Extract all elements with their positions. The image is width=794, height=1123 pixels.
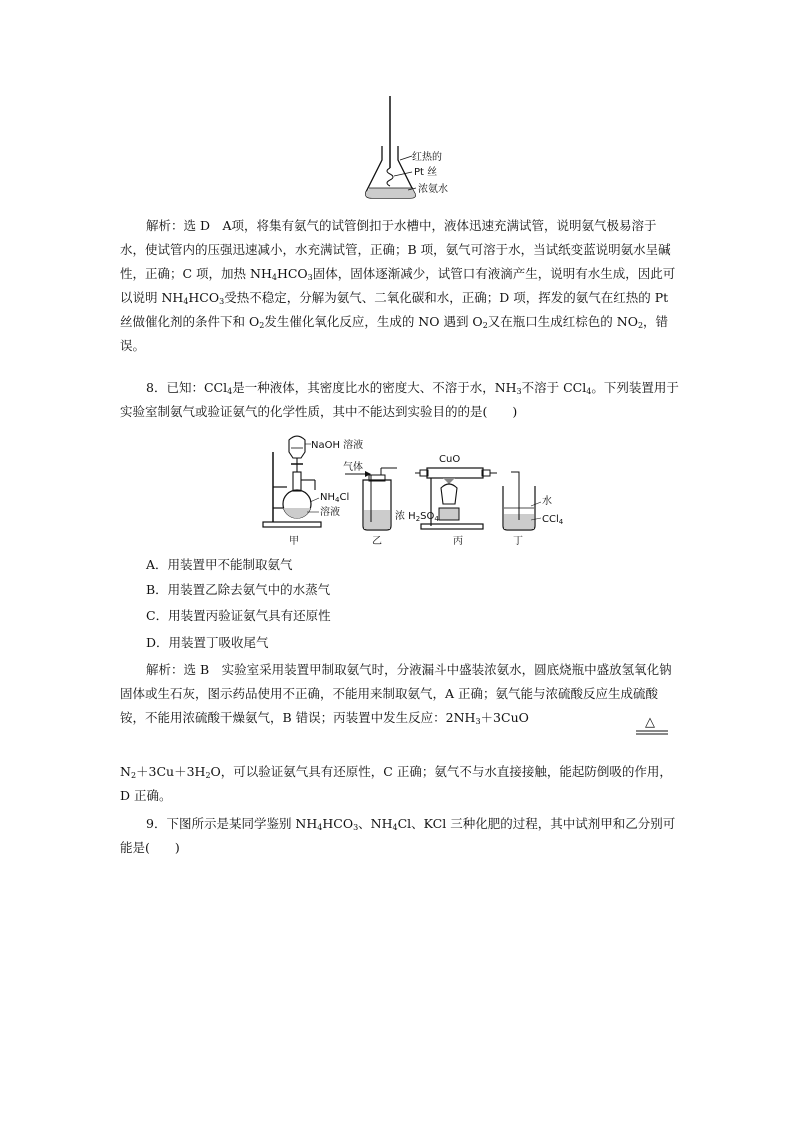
label-solution: 溶液	[320, 507, 340, 518]
flask-pt-wire-figure	[360, 96, 480, 206]
option-c: C．用装置丙验证氨气具有还原性	[146, 608, 331, 623]
label-red-hot: 红热的	[412, 152, 442, 163]
apparatus-bing	[415, 454, 497, 547]
label-yi: 乙	[372, 536, 382, 547]
label-h2so4: 浓 $H_2SO_4$	[395, 511, 439, 523]
label-bing: 丙	[453, 536, 463, 547]
option-d: D．用装置丁吸收尾气	[146, 635, 269, 650]
label-conc-ammonia: 浓氨水	[418, 184, 448, 195]
option-a: A．用装置甲不能制取氨气	[146, 557, 293, 572]
label-cuo: CuO	[439, 454, 461, 465]
q7-analysis: 解析：选 D A项，将集有氨气的试管倒扣于水槽中，液体迅速充满试管，说明氨气极易溶于水，使试管内的压强迅速减小，水充满试管，正确；B 项，氨气可溶于水，当试纸变蓝说明氨水呈碱性，正确；C 项，加热 $NH_4HCO_3$固体，固体逐渐减少，试管口有液滴产生，说明有水生成，因此可以说明 $NH_4HCO_3$受热不稳定，分解为氨气、二氧化碳和水，正确；D 项，挥发的氨气在红热的 Pt 丝做催化剂的条件下和 $O_2$发生催化氧化反应，生成的 NO 遇到 $O_2$又在瓶口生成红棕色的 $NO_2$，错误。	[120, 218, 676, 353]
apparatus-ding	[503, 472, 564, 547]
apparatus-yi	[343, 460, 439, 547]
apparatus-figure	[255, 432, 575, 550]
label-pt-wire: Pt 丝	[414, 167, 438, 178]
label-water: 水	[542, 496, 552, 507]
q8-analysis: 解析：选 B 实验室采用装置甲制取氨气时，分液漏斗中盛装浓氨水，圆底烧瓶中盛放氢氧化钠固体或生石灰，图示药品使用不正确，不能用来制取氨气，A 正确；氨气能与浓硫酸反应生成硫酸铵，不能用浓硫酸干燥氨气，B 错误；丙装置中发生反应：$2NH_3+3CuO$	[120, 662, 672, 726]
q8-analysis-equation: $N_2+3Cu+3H_2O$，可以验证氨气具有还原性，C 正确；氨气不与水直接接触，能起防倒吸的作用，D 正确。	[120, 764, 672, 803]
q9-stem: 9．下图所示是某同学鉴别 $NH_4HCO_3$、$NH_4Cl$、KCl 三种化肥的过程，其中试剂甲和乙分别可能是( )	[120, 816, 676, 855]
label-ccl4: CCl$_4$	[542, 514, 564, 526]
label-jia: 甲	[289, 536, 299, 547]
label-gas: 气体	[343, 462, 363, 473]
label-ding: 丁	[513, 536, 523, 547]
q8-stem: 8．已知：CCl$_4$是一种液体，其密度比水的密度大、不溶于水，$NH_3$不溶于 CCl$_4$。下列装置用于实验室制氨气或验证氨气的化学性质，其中不能达到实验目的的是( )	[120, 380, 679, 419]
label-nh4cl: $NH_4Cl$	[320, 492, 350, 504]
option-b: B．用装置乙除去氨气中的水蒸气	[146, 582, 331, 597]
label-naoh: NaOH 溶液	[311, 440, 364, 451]
svg-text:△: △	[645, 715, 655, 730]
apparatus-jia	[263, 436, 363, 547]
reaction-condition-sign	[634, 714, 670, 744]
